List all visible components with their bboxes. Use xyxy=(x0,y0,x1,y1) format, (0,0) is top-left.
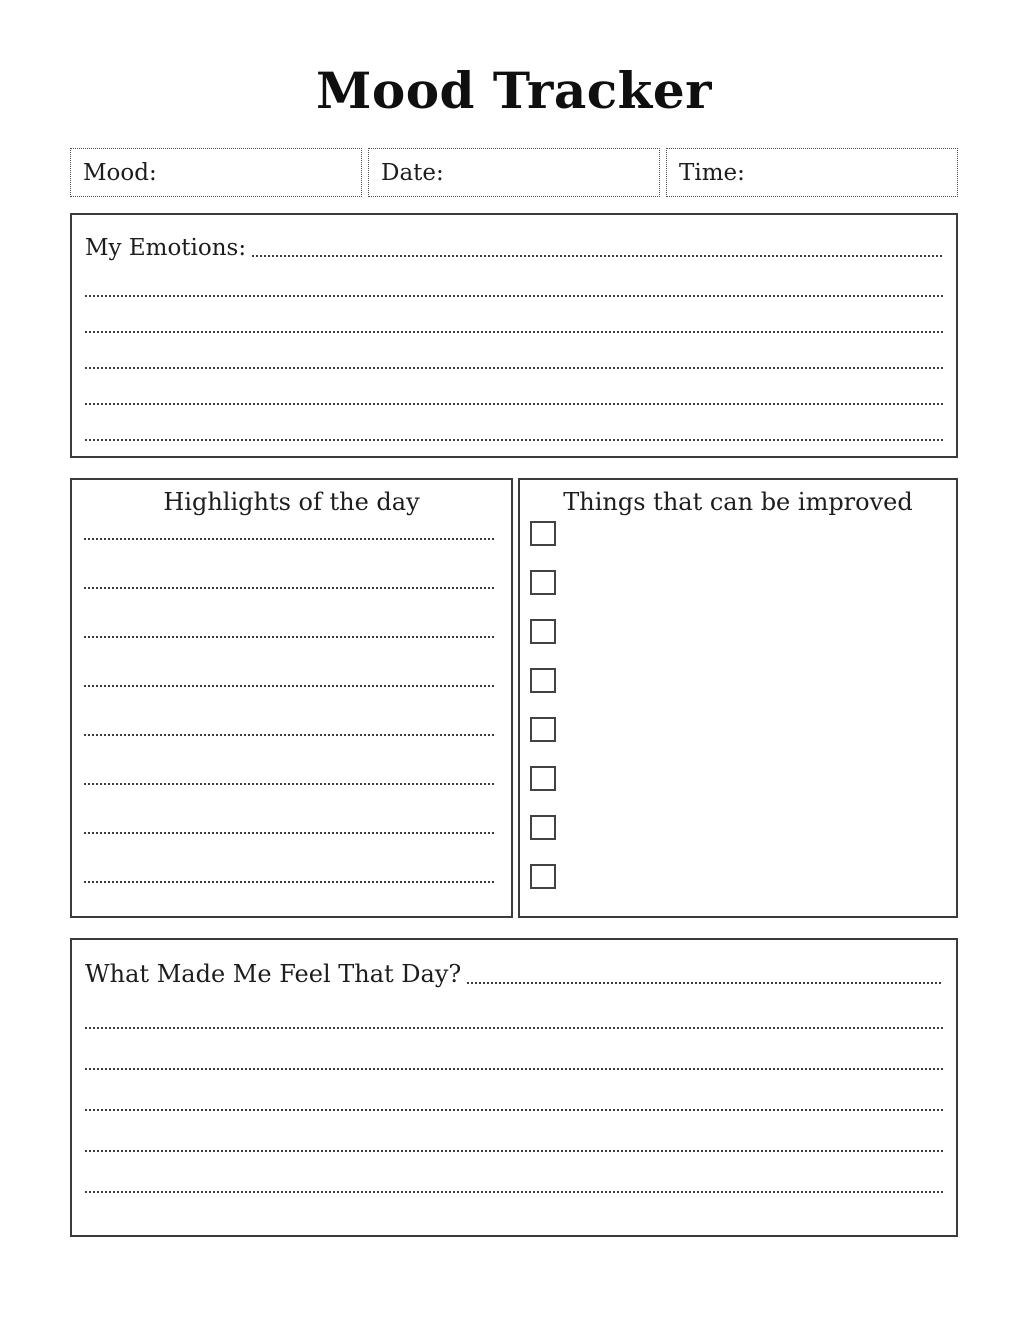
my-emotions-lines xyxy=(85,295,943,441)
mood-field[interactable] xyxy=(70,148,362,197)
reflection-box[interactable] xyxy=(70,938,958,1237)
improvements-box[interactable] xyxy=(518,478,958,918)
checkbox[interactable] xyxy=(530,668,556,693)
reflection-label-row xyxy=(85,960,943,988)
reflection-label: What Made Me Feel That Day? xyxy=(85,960,462,988)
date-field-label: Date: xyxy=(381,159,444,186)
top-fields-row xyxy=(70,148,958,197)
ruled-line xyxy=(85,1191,943,1193)
page-title: Mood Tracker xyxy=(316,61,712,120)
ruled-line xyxy=(84,636,495,638)
mood-tracker-page xyxy=(70,0,958,1237)
ruled-line xyxy=(84,881,495,883)
ruled-line xyxy=(85,1150,943,1152)
improvements-checkbox-stack xyxy=(530,521,556,889)
ruled-line xyxy=(85,1068,943,1070)
ruled-line xyxy=(85,1027,943,1029)
ruled-line xyxy=(84,734,495,736)
ruled-line xyxy=(85,295,943,297)
ruled-line xyxy=(85,367,943,369)
ruled-line xyxy=(84,685,495,687)
improvements-title: Things that can be improved xyxy=(563,488,913,516)
time-field-label: Time: xyxy=(679,159,745,186)
ruled-line xyxy=(467,982,943,984)
checkbox[interactable] xyxy=(530,815,556,840)
checkbox[interactable] xyxy=(530,619,556,644)
ruled-line xyxy=(252,255,943,257)
ruled-line xyxy=(85,403,943,405)
ruled-line xyxy=(85,439,943,441)
checkbox[interactable] xyxy=(530,864,556,889)
highlights-box[interactable] xyxy=(70,478,513,918)
ruled-line xyxy=(84,587,495,589)
checkbox[interactable] xyxy=(530,766,556,791)
highlights-title: Highlights of the day xyxy=(163,488,420,516)
time-field[interactable] xyxy=(666,148,958,197)
ruled-line xyxy=(84,783,495,785)
ruled-line xyxy=(84,538,495,540)
middle-row xyxy=(70,478,958,918)
reflection-lines xyxy=(85,1027,943,1193)
ruled-line xyxy=(84,832,495,834)
my-emotions-box[interactable] xyxy=(70,213,958,458)
ruled-line xyxy=(85,1109,943,1111)
checkbox[interactable] xyxy=(530,521,556,546)
highlights-lines xyxy=(72,538,511,883)
date-field[interactable] xyxy=(368,148,660,197)
checkbox[interactable] xyxy=(530,570,556,595)
checkbox[interactable] xyxy=(530,717,556,742)
my-emotions-label: My Emotions: xyxy=(85,235,247,261)
my-emotions-label-row xyxy=(85,235,943,261)
ruled-line xyxy=(85,331,943,333)
mood-field-label: Mood: xyxy=(83,159,157,186)
